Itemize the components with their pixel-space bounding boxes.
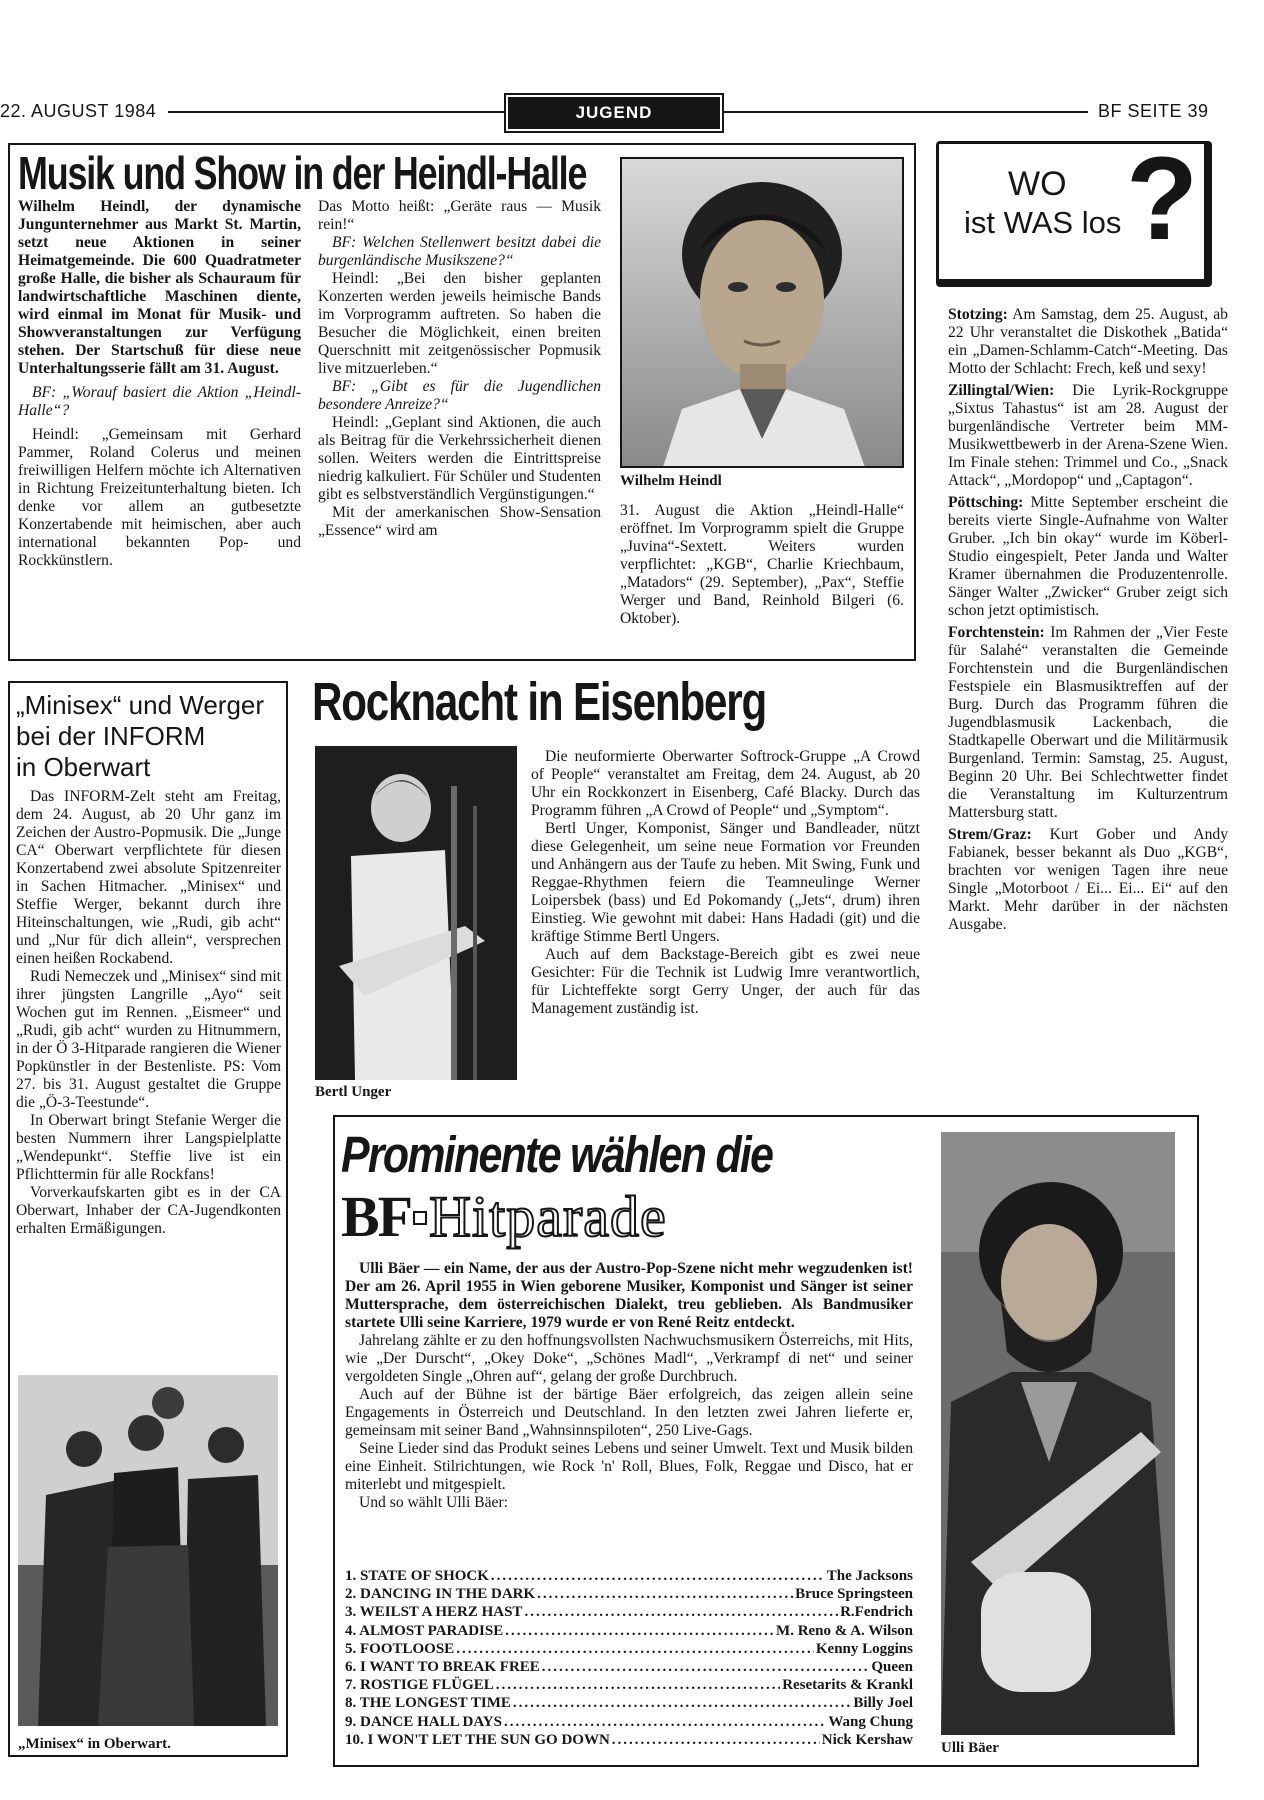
article-heindl-a5: 31. August die Aktion „Heindl-Halle“ eröffnet. Im Vorprogramm spielt die Gruppe „Juvina“-Sextett. Weiters wurden verpflichtet: „KGB“, Charlie Kriechbaum, „Matadors“ (29. September), „Pax“, Steffie Werger und Band, Reinhold Bilgeri (6. Oktober). — [620, 502, 904, 627]
chart-artist: Nick Kershaw — [821, 1731, 913, 1748]
portrait-heindl-illustration — [622, 159, 904, 468]
wo-item-text: Im Rahmen der „Vier Feste für Salahé“ veranstalten die Gemeinde Forchtenstein und die Burgenländischen Festspiele ein Blasmusiktreffen auf der Burg. Durch das Programm führen die Jugendblasmusik Lackenbach, die Stadtkapelle Oberwart und die Militärmusik Burgenland. Termin: Samstag, 25. August, Beginn 20 Uhr. Bei Schlechtwetter findet die Veranstaltung im Kulturzentrum Mattersburg statt. — [948, 624, 1228, 821]
article-heindl-col2 — [318, 198, 601, 540]
photo-minisex-band — [18, 1375, 278, 1726]
wo-item-place: Zillingtal/Wien: — [948, 382, 1055, 399]
photo-wilhelm-heindl — [620, 157, 904, 468]
article-heindl-a1b: Das Motto heißt: „Geräte raus — Musik rein!“ — [318, 198, 601, 233]
header-rule-right — [722, 111, 1088, 113]
chart-title: 1. STATE OF SHOCK — [345, 1568, 489, 1584]
wo-list — [948, 306, 1228, 934]
section-label — [508, 97, 720, 129]
band-illustration — [18, 1375, 278, 1726]
chart-title: 10. I WON'T LET THE SUN GO DOWN — [345, 1731, 610, 1748]
article-heindl-a4: Mit der amerkanischen Show-Sensation „Essence“ wird am — [318, 504, 601, 539]
article-heindl-q3: BF: „Gibt es für die Jugendlichen besondere Anreize?“ — [318, 378, 601, 413]
wo-item-place: Pöttsching: — [948, 494, 1024, 511]
logo-bf: BF — [341, 1184, 412, 1249]
article-rocknacht-p1: Die neuformierte Oberwarter Softrock-Gruppe „A Crowd of People“ veranstaltet am Freitag, dem 24. August, ab 20 Uhr ein Rockkonzert in Eisenberg, Café Blacky. Durch das Programm führen „A Crowd of People“ und „Symptom“. — [531, 748, 920, 819]
article-minisex-headline — [16, 690, 264, 783]
wo-item-text: Am Samstag, dem 25. August, ab 22 Uhr veranstaltet die Diskothek „Batida“ ein „Damen-Schlamm-Catch“-Meeting. Das Motto der Schlacht: Frech, keß und sexy! — [948, 306, 1228, 377]
article-heindl-col3 — [620, 502, 904, 628]
chart-artist: R.Fendrich — [840, 1604, 913, 1621]
chart-leader — [542, 1658, 870, 1676]
article-hitparade-intro: Ulli Bäer — ein Name, der aus der Austro-Pop-Szene nicht mehr wegzudenken ist! Der am 26. April 1955 in Wien geborene Musiker, Komponist und Sänger ist seiner Muttersprache, dem österreichischen Dialekt, treu geblieben. Als Bandmusiker startete Ulli seine Karriere, 1979 wurde er von René Reitz entdeckt. — [345, 1260, 913, 1331]
wo-title-line1: WO — [1008, 165, 1067, 203]
chart-entry — [345, 1658, 913, 1676]
article-hitparade-headline: Prominente wählen die — [341, 1126, 773, 1183]
chart-artist: Kenny Loggins — [815, 1640, 913, 1657]
chart-entry — [345, 1676, 913, 1694]
article-rocknacht-headline: Rocknacht in Eisenberg — [312, 672, 767, 732]
wo-item — [948, 494, 1228, 620]
wo-item-place: Forchtenstein: — [948, 624, 1045, 641]
chart-leader — [524, 1603, 838, 1621]
chart-leader — [513, 1694, 852, 1712]
hitparade-chart-list — [345, 1567, 913, 1749]
hitparade-logo — [341, 1184, 667, 1249]
chart-entry — [345, 1603, 913, 1621]
logo-dash — [413, 1211, 427, 1225]
ulli-baer-illustration — [941, 1132, 1175, 1735]
article-hitparade-body — [345, 1260, 913, 1512]
article-minisex-body — [16, 788, 281, 1238]
section-title: JUGEND — [575, 103, 653, 122]
wo-item-text: Kurt Gober und Andy Fabianek, besser bekannt als Duo „KGB“, brachten vor wenigen Tagen ihre neue Single „Motorboot / Ei... Ei... Ei“ auf den Markt. Mehr darüber in der nächsten Ausgabe. — [948, 826, 1228, 933]
photo-bertl-unger — [315, 746, 517, 1080]
chart-artist: Resetarits & Krankl — [782, 1677, 913, 1694]
chart-artist: The Jacksons — [826, 1568, 913, 1584]
headline-line: in Oberwart — [16, 752, 151, 782]
chart-artist: Wang Chung — [828, 1713, 913, 1730]
wo-item-place: Stotzing: — [948, 306, 1008, 323]
chart-title: 3. WEILST A HERZ HAST — [345, 1604, 523, 1621]
headline-line: bei der INFORM — [16, 721, 206, 751]
article-minisex-p4: Vorverkaufskarten gibt es in der CA Oberwart, Inhaber der CA-Jugendkonten erhalten Ermäßigungen. — [16, 1184, 281, 1237]
guitarist-illustration — [315, 746, 517, 1080]
chart-leader — [491, 1567, 825, 1585]
chart-entry — [345, 1585, 913, 1603]
caption-bertl-unger: Bertl Unger — [315, 1084, 392, 1100]
article-heindl-q2: BF: Welchen Stellenwert besitzt dabei die burgenländische Musikszene?“ — [318, 234, 601, 269]
chart-entry — [345, 1567, 913, 1585]
article-minisex-p3: In Oberwart bringt Stefanie Werger die besten Nummern ihrer Langspielplatte „Wendepunkt“. Steffie live ist ein Pflichttermin für alle Rockfans! — [16, 1112, 281, 1183]
article-minisex-p1: Das INFORM-Zelt steht am Freitag, dem 24. August, ab 20 Uhr ganz im Zeichen der Austro-Popmusik. Die „Junge CA“ Oberwart verpflichtete für diesen Konzertabend zwei absolute Spitzenreiter in Sachen Hitmacher. „Minisex“ und Steffie Werger, bekannt durch ihre Hiteinschaltungen, wie „Rudi, gib acht“ und „Nur für dich allein“, versprechen einen heißen Rockabend. — [16, 788, 281, 967]
wo-item-place: Strem/Graz: — [948, 826, 1032, 843]
wo-item — [948, 826, 1228, 934]
chart-leader — [612, 1731, 820, 1749]
article-hitparade-p1: Jahrelang zählte er zu den hoffnungsvollsten Nachwuchsmusikern Österreichs, mit Hits, wie „Der Durscht“, „Okey Doke“, „Schönes Madl“, „Verkrampf di net“ und seiner vergoldeten Single „Ohren auf“, gelang der große Durchbruch. — [345, 1332, 913, 1385]
chart-title: 2. DANCING IN THE DARK — [345, 1586, 536, 1603]
wo-item-text: Die Lyrik-Rockgruppe „Sixtus Tahastus“ ist am 28. August der burgenländische Vertreter beim MM-Musikwettbewerb in der Arena-Szene Wien. Im Finale stehen: Trimmel und Co., „Snack Attack“, „Mordopop“ und „Captagon“. — [948, 382, 1228, 489]
article-heindl-headline: Musik und Show in der Heindl-Halle — [18, 147, 587, 199]
chart-leader — [505, 1622, 774, 1640]
wo-item — [948, 382, 1228, 490]
article-heindl-a1: Heindl: „Gemeinsam mit Gerhard Pammer, Roland Colerus und meinen freiwilligen Helfern möchte ich Alternativen in Richtung Freizeitunterhaltung bieten. Ich denke vor allem an gutbesetzte Konzertabende mit heimischen, aber auch international bekannten Pop- und Rockkünstlern. — [18, 426, 301, 569]
wo-item — [948, 306, 1228, 378]
article-hitparade-p2: Auch auf der Bühne ist der bärtige Bäer erfolgreich, das zeigen allein seine Engagements in Österreich und Deutschland. In den letzten zwei Jahren lieferte er, gemeinsam mit seiner Band „Wahnsinnspiloten“, 250 Live-Gags. — [345, 1386, 913, 1439]
chart-entry — [345, 1694, 913, 1712]
article-hitparade-p3: Seine Lieder sind das Produkt seines Lebens und seiner Umwelt. Text und Musik bilden eine Einheit. Stilrichtungen, wie Rock 'n' Roll, Blues, Folk, Reggae und Disco, hat er miterlebt und mitgespielt. — [345, 1440, 913, 1493]
photo-ulli-baer — [941, 1132, 1175, 1735]
chart-entry — [345, 1640, 913, 1658]
chart-leader — [456, 1640, 814, 1658]
article-rocknacht-p3: Auch auf dem Backstage-Bereich gibt es zwei neue Gesichter: Für die Technik ist Ludwig Imre verantwortlich, für Lichteffekte sorgt Gerry Unger, der auch für das Management zuständig ist. — [531, 946, 920, 1017]
logo-hitparade: Hitparade — [429, 1184, 667, 1249]
caption-wilhelm-heindl: Wilhelm Heindl — [620, 473, 722, 489]
wo-title-line2: ist WAS los — [964, 205, 1122, 240]
chart-entry — [345, 1731, 913, 1749]
chart-entry — [345, 1713, 913, 1731]
chart-artist: Billy Joel — [853, 1695, 913, 1712]
chart-title: 7. ROSTIGE FLÜGEL — [345, 1677, 494, 1694]
article-rocknacht-p2: Bertl Unger, Komponist, Sänger und Bandleader, nützt diese Gelegenheit, um seine neue Formation vor Freunden und Anhängern aus der Taufe zu heben. Mit Swing, Funk und Reggae-Rhythmen feiern die Teamneulinge Werner Loipersbek (bass) und Ed Pokomandy („Jets“, drum) ihren Einstieg. Wie gewohnt mit dabei: Hans Hadadi (git) und die kräftige Stimme Bertl Ungers. — [531, 820, 920, 945]
article-heindl-col1 — [18, 198, 301, 570]
article-hitparade-p4: Und so wählt Ulli Bäer: — [359, 1494, 508, 1511]
wo-item — [948, 624, 1228, 822]
chart-title: 6. I WANT TO BREAK FREE — [345, 1659, 540, 1676]
article-heindl-q1: BF: „Worauf basiert die Aktion „Heindl-Halle“? — [18, 384, 301, 419]
article-rocknacht-body — [531, 748, 920, 1018]
chart-artist: Queen — [871, 1659, 913, 1676]
chart-artist: M. Reno & A. Wilson — [776, 1622, 913, 1639]
caption-ulli-baer: Ulli Bäer — [941, 1740, 999, 1756]
wo-item-text: Mitte September erscheint die bereits vierte Single-Aufnahme von Walter Gruber. „Ich bin okay“ wurde im Köberl-Studio eingespielt, Peter Janda und Walter Kramer übernahmen die Produzentenrolle. Sänger Walter „Zwicker“ Gruber zeigt sich schon jetzt optimistisch. — [948, 494, 1228, 619]
header-rule-left — [168, 111, 504, 113]
caption-minisex: „Minisex“ in Oberwart. — [18, 1736, 171, 1752]
article-heindl-a3: Heindl: „Geplant sind Aktionen, die auch als Beitrag für die Verkehrssicherheit dienen sollen. Weiters werden die Eintrittspreise niedrig kalkuliert. Für Schüler und Studenten gibt es selbstverständlich Vergünstigungen.“ — [318, 414, 601, 503]
chart-artist: Bruce Springsteen — [795, 1586, 913, 1603]
chart-leader — [504, 1713, 826, 1731]
article-heindl-a2: Heindl: „Bei den bisher geplanten Konzerten werden jeweils heimische Bands im Vorprogramm auftreten. So haben die Besucher die Möglichkeit, einen breiten Querschnitt mit zeitgenössischer Popmusik live mitzuerleben.“ — [318, 270, 601, 377]
chart-entry — [345, 1622, 913, 1640]
chart-title: 5. FOOTLOOSE — [345, 1640, 455, 1657]
header-page: BF SEITE 39 — [1098, 101, 1209, 121]
wo-question-mark: ? — [1126, 133, 1199, 265]
article-minisex-p2: Rudi Nemeczek und „Minisex“ sind mit ihrer jüngsten Langrille „Ayo“ seit Wochen gut im Rennen. „Eismeer“ und „Rudi, gib acht“ wurden zu Hitnummern, in der Ö 3-Hitparade rangieren die Wiener Popkünstler in der Bestenliste. PS: Vom 27. bis 31. August gestaltet die Gruppe die „Ö-3-Teestunde“. — [16, 968, 281, 1111]
chart-title: 8. THE LONGEST TIME — [345, 1695, 511, 1712]
chart-leader — [537, 1585, 793, 1603]
chart-leader — [496, 1676, 780, 1694]
headline-line: „Minisex“ und Werger — [16, 690, 265, 720]
article-heindl-intro: Wilhelm Heindl, der dynamische Jungunternehmer aus Markt St. Martin, setzt neue Aktionen in seiner Heimatgemeinde. Die 600 Quadratmeter große Halle, die bisher als Schauraum für landwirtschaftliche Maschinen diente, wird einmal im Monat für Musik- und Showveranstaltungen zur Verfügung stehen. Der Startschuß für diese neue Unterhaltungsserie fällt am 31. August. — [18, 198, 301, 377]
chart-title: 9. DANCE HALL DAYS — [345, 1713, 502, 1730]
header-date: 22. AUGUST 1984 — [0, 101, 157, 121]
chart-title: 4. ALMOST PARADISE — [345, 1622, 504, 1639]
